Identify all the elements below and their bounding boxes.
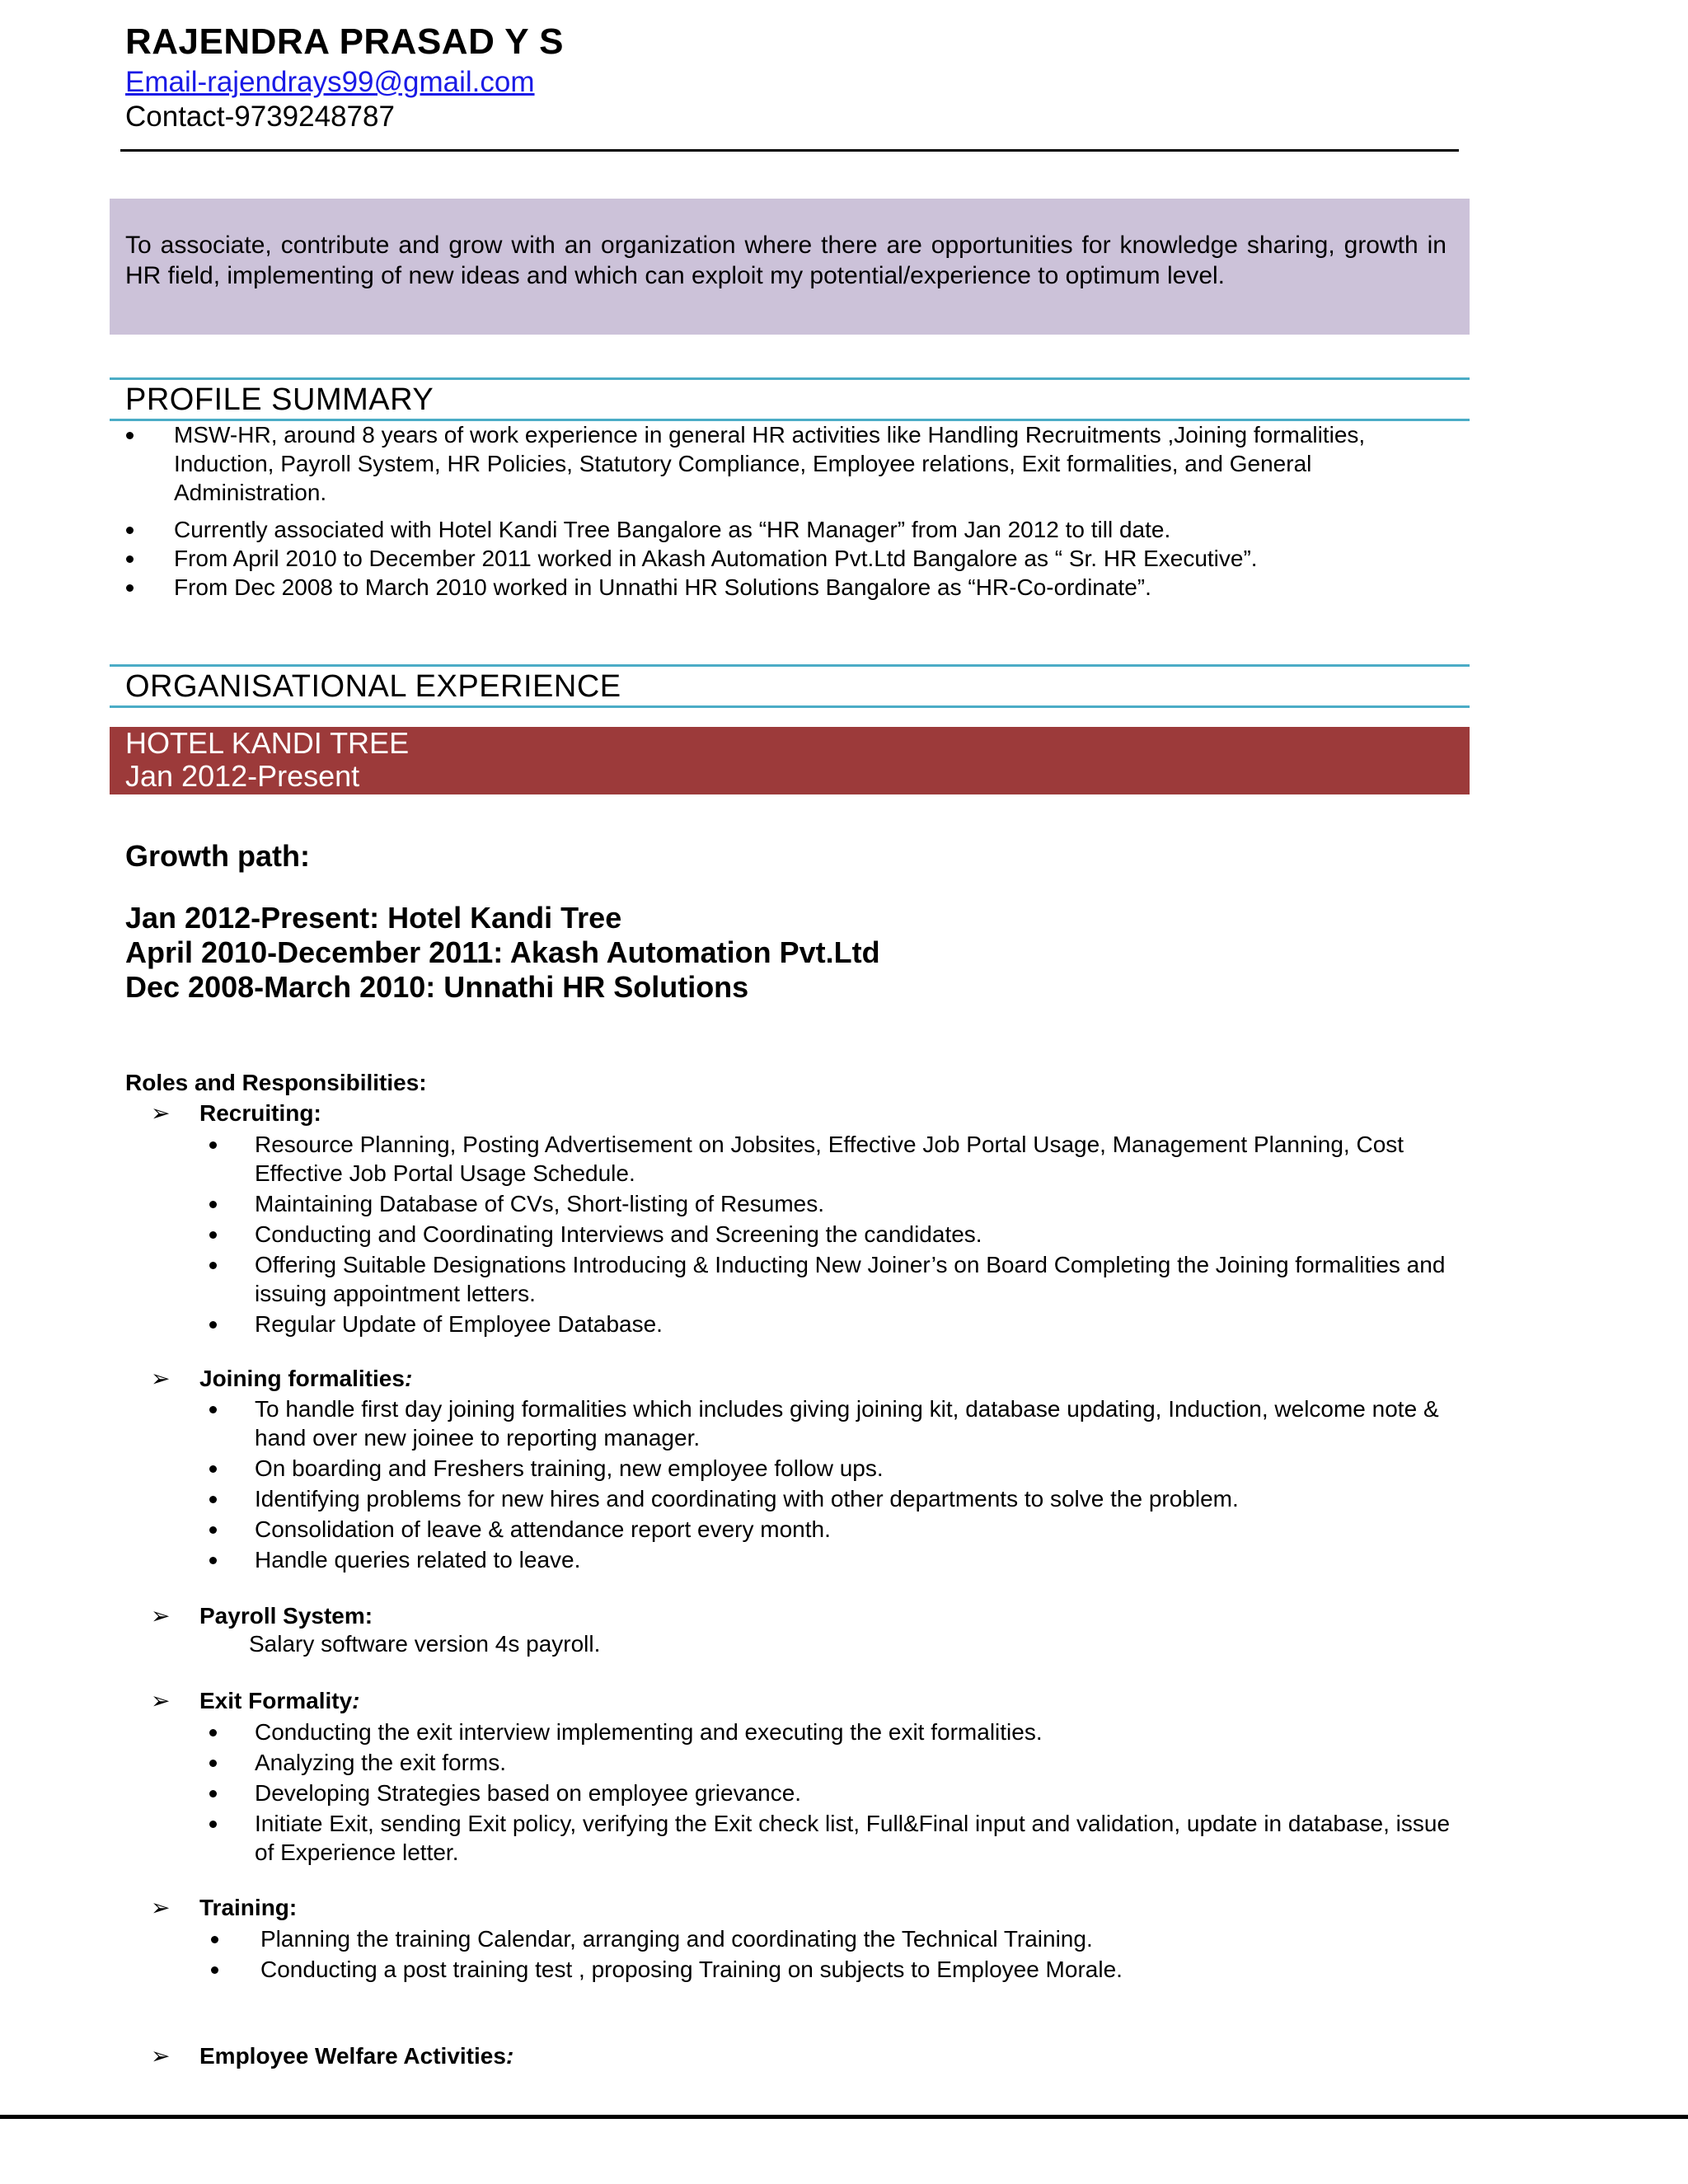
list-item: On boarding and Freshers training, new employee follow ups. (255, 1454, 1466, 1483)
list-item: From Dec 2008 to March 2010 worked in Unnathi HR Solutions Bangalore as “HR-Co-ordinate”. (174, 573, 1460, 602)
list-item: Identifying problems for new hires and coordinating with other departments to solve the problem. (255, 1484, 1466, 1513)
list-item: Handle queries related to leave. (255, 1545, 1466, 1574)
list-item: To handle first day joining formalities which includes giving joining kit, database updating, Induction, welcome note & hand over new joinee to reporting manager. (255, 1394, 1466, 1452)
list-item: Conducting the exit interview implementing and executing the exit formalities. (255, 1718, 1466, 1746)
exit-heading: ➢ Exit Formality: (151, 1688, 360, 1713)
bullet-icon (211, 1936, 218, 1943)
joining-list (255, 1394, 1466, 1574)
arrow-bullet-icon: ➢ (151, 2043, 171, 2069)
bullet-icon (211, 1966, 218, 1974)
list-item: Resource Planning, Posting Advertisement on Jobsites, Effective Job Portal Usage, Management Planning, Cost Effective Job Portal Usage Schedule. (255, 1130, 1466, 1188)
exit-list (255, 1718, 1466, 1867)
list-item: Conducting a post training test , proposing Training on subjects to Employee Morale. (260, 1955, 1472, 1984)
growth-line-2: April 2010-December 2011: Akash Automation Pvt.Ltd (125, 935, 880, 969)
list-item: Initiate Exit, sending Exit policy, verifying the Exit check list, Full&Final input and validation, update in database, issue of Experience letter. (255, 1809, 1466, 1867)
bullet-icon (209, 1760, 217, 1767)
bullet-icon (126, 527, 134, 534)
header-divider (120, 149, 1459, 152)
training-list (260, 1924, 1472, 1984)
payroll-heading: ➢ Payroll System: (151, 1603, 373, 1629)
list-item: Planning the training Calendar, arranging and coordinating the Technical Training. (260, 1924, 1472, 1953)
payroll-text: Salary software version 4s payroll. (249, 1631, 601, 1657)
training-heading: ➢ Training: (151, 1895, 298, 1920)
profile-summary-top-line (110, 377, 1470, 380)
joining-heading: ➢ Joining formalities: (151, 1366, 413, 1391)
bullet-icon (126, 432, 134, 439)
growth-line-1: Jan 2012-Present: Hotel Kandi Tree (125, 901, 622, 935)
page-bottom-rule (0, 2115, 1688, 2119)
welfare-heading: ➢ Employee Welfare Activities: (151, 2043, 514, 2069)
company-bar (110, 727, 1470, 794)
bullet-icon (209, 1321, 217, 1329)
bullet-icon (209, 1201, 217, 1208)
experience-top-line (110, 664, 1470, 667)
candidate-name: RAJENDRA PRASAD Y S (125, 21, 564, 62)
bullet-icon (126, 555, 134, 563)
list-item: Currently associated with Hotel Kandi Tree Bangalore as “HR Manager” from Jan 2012 to till date. (174, 515, 1460, 544)
list-item: Consolidation of leave & attendance report every month. (255, 1515, 1466, 1544)
bullet-icon (209, 1141, 217, 1149)
bullet-icon (209, 1231, 217, 1239)
list-item: MSW-HR, around 8 years of work experience in general HR activities like Handling Recruitments ,Joining formalities, Induction, Payroll System, HR Policies, Statutory Compliance, Employee relations, Exit formalities, and General Administration. (174, 420, 1460, 507)
roles-title: Roles and Responsibilities: (125, 1070, 427, 1095)
bullet-icon (209, 1557, 217, 1564)
bullet-icon (209, 1729, 217, 1736)
arrow-bullet-icon: ➢ (151, 1688, 171, 1713)
arrow-bullet-icon: ➢ (151, 1366, 171, 1391)
bullet-icon (126, 584, 134, 592)
bullet-icon (209, 1262, 217, 1269)
experience-title: ORGANISATIONAL EXPERIENCE (125, 669, 621, 704)
experience-bottom-line (110, 705, 1470, 708)
list-item: Conducting and Coordinating Interviews and Screening the candidates. (255, 1220, 1466, 1249)
bullet-icon (209, 1821, 217, 1828)
bullet-icon (209, 1790, 217, 1797)
arrow-bullet-icon: ➢ (151, 1603, 171, 1629)
objective-box (110, 199, 1470, 335)
bullet-icon (209, 1465, 217, 1473)
recruiting-list (255, 1130, 1466, 1338)
bullet-icon (209, 1496, 217, 1503)
arrow-bullet-icon: ➢ (151, 1100, 171, 1126)
bullet-icon (209, 1406, 217, 1413)
profile-summary-list (174, 420, 1460, 602)
list-item: Regular Update of Employee Database. (255, 1310, 1466, 1338)
list-item: Offering Suitable Designations Introducing & Inducting New Joiner’s on Board Completing the Joining formalities and issuing appointment letters. (255, 1250, 1466, 1308)
objective-text: To associate, contribute and grow with an organization where there are opportunities for knowledge sharing, growth in HR field, implementing of new ideas and which can exploit my potential/experience to optimum level. (125, 232, 1447, 289)
list-item: Analyzing the exit forms. (255, 1748, 1466, 1777)
list-item: Maintaining Database of CVs, Short-listing of Resumes. (255, 1189, 1466, 1218)
recruiting-heading: ➢ Recruiting: (151, 1100, 321, 1126)
email-link[interactable]: Email-rajendrays99@gmail.com (125, 66, 535, 98)
bullet-icon (209, 1526, 217, 1534)
growth-path-title: Growth path: (125, 839, 310, 873)
growth-line-3: Dec 2008-March 2010: Unnathi HR Solutions (125, 970, 749, 1004)
contact-number: Contact-9739248787 (125, 101, 395, 133)
company-period: Jan 2012-Present (125, 759, 360, 793)
list-item: Developing Strategies based on employee grievance. (255, 1779, 1466, 1807)
arrow-bullet-icon: ➢ (151, 1895, 171, 1920)
profile-summary-title: PROFILE SUMMARY (125, 382, 434, 417)
company-name: HOTEL KANDI TREE (125, 726, 410, 760)
list-item: From April 2010 to December 2011 worked in Akash Automation Pvt.Ltd Bangalore as “ Sr. HR Executive”. (174, 544, 1460, 573)
